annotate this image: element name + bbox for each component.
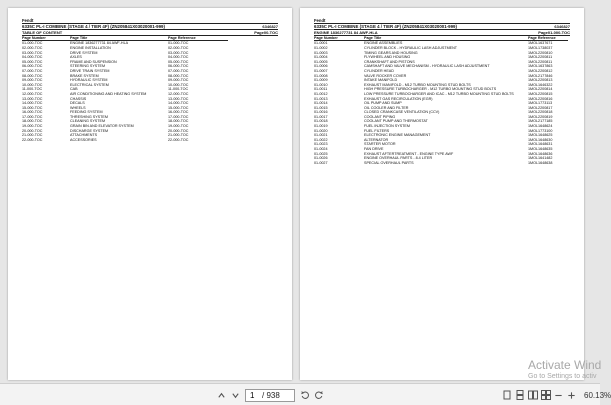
toc-page-reference: 11-000-TOC: [168, 87, 189, 92]
toc-page-number: 16-000-TOC: [22, 110, 43, 115]
toc-page-reference: 1MOL2200817: [528, 105, 553, 110]
toc-page-title: DRIVE SYSTEM: [70, 50, 98, 55]
toc-page-number: 01-0026: [314, 156, 328, 161]
toc-page-reference: 09-000-TOC: [168, 78, 189, 83]
toc-page-reference: 22-000-TOC: [168, 137, 189, 142]
rotate-right-icon: [314, 390, 324, 400]
toc-page-number: 01-0003: [314, 50, 328, 55]
toc-page-reference: 19-000-TOC: [168, 124, 189, 129]
toc-page-title: DISCHARGE SYSTEM: [70, 128, 109, 133]
toc-page-number: 09-000-TOC: [22, 78, 43, 83]
single-page-icon: [503, 390, 511, 400]
toc-page-title: OIL PUMP AND SUMP: [364, 101, 402, 106]
toc-page-title: EXHAUST MANIFOLD - M12 TURBO MOUNTING STUD BOLTS: [364, 82, 471, 87]
toc-page-reference: 10-000-TOC: [168, 82, 189, 87]
toc-page-title: COOLANT PIPING: [364, 114, 396, 119]
doc-title: 6335C PL-I COMBINE (STAGE 4 / TIER 4F) (ZN205841X03020001-999): [314, 24, 457, 29]
toc-page-title: CRANKSHAFT AND PISTONS: [364, 59, 415, 64]
toc-page-reference: 05-000-TOC: [168, 59, 189, 64]
column-header: Page Reference: [168, 36, 228, 41]
toc-page-reference: 1MOL2200819: [528, 114, 553, 119]
toc-page-number: 01-0012: [314, 91, 328, 96]
toc-page-number: 01-0025: [314, 151, 328, 156]
toc-page-title: ALTERNATOR: [364, 137, 389, 142]
toc-page-number: 20-000-TOC: [22, 128, 43, 133]
toc-page-reference: 1MOL2200816: [528, 96, 553, 101]
doc-page-ref: Page01-000-TOC: [538, 30, 570, 35]
toc-page-number: 01-0022: [314, 137, 328, 142]
toc-page-number: 01-0016: [314, 110, 328, 115]
toc-page-number: 15-000-TOC: [22, 105, 43, 110]
toc-page-number: 06-000-TOC: [22, 64, 43, 69]
toc-page-title: ELECTRONIC ENGINE MANAGEMENT: [364, 133, 431, 138]
toc-page-reference: 1MOL2177185: [528, 119, 553, 124]
toc-page-title: ATTACHMENTS: [70, 133, 98, 138]
toc-page-reference: 1MOL1648624: [528, 124, 553, 129]
toc-page-reference: 1MOL1648631: [528, 142, 553, 147]
toc-page-number: 01-0013: [314, 96, 328, 101]
toc-table: [22, 36, 228, 143]
toc-page-reference: 1MOL2177846: [528, 73, 553, 78]
activation-watermark: [528, 358, 601, 380]
toc-page-number: 01-0020: [314, 128, 328, 133]
toc-page-number: 07-000-TOC: [22, 68, 43, 73]
toc-page-number: 01-0002: [314, 45, 328, 50]
minus-icon: [554, 391, 563, 400]
toc-page-reference: 1MOL2200811: [528, 59, 553, 64]
toc-page-title: STARTER MOTOR: [364, 142, 396, 147]
toc-page-title: WHEELS: [70, 105, 86, 110]
toc-page-number: 01-0007: [314, 68, 328, 73]
toc-page-reference: 1MOL1648638: [528, 160, 553, 165]
toc-page-number: 17-000-TOC: [22, 114, 43, 119]
toc-page-number: 12-000-TOC: [22, 91, 43, 96]
toc-page-title: FEEDING SYSTEM: [70, 110, 103, 115]
toc-page-title: FRAME AND SUSPENSION: [70, 59, 117, 64]
toc-page-title: FLYWHEEL AND HOUSING: [364, 55, 411, 60]
page-number-box[interactable]: [245, 389, 295, 402]
page-number-input[interactable]: [250, 391, 262, 400]
toc-page-title: AIR CONDITIONING AND HEATING SYSTEM: [70, 91, 147, 96]
doc-code: 6346827: [554, 24, 570, 29]
continuous-view-button[interactable]: [513, 388, 526, 402]
toc-page-title: DRIVE TRAIN SYSTEM: [70, 68, 110, 73]
toc-page-reference: 1MOL1641482: [528, 156, 553, 161]
toc-page-reference: 1MOL1773113: [528, 101, 553, 106]
column-header: Page Title: [364, 36, 528, 41]
toc-page-title: ACCESSORIES: [70, 137, 97, 142]
toc-page-number: 18-000-TOC: [22, 119, 43, 124]
toc-page-title: CYLINDER BLOCK - HYDRAULIC LASH ADJUSTMENT: [364, 45, 458, 50]
toc-page-reference: 1MOL2200812: [528, 68, 553, 73]
toc-row: [22, 138, 228, 143]
column-header: Page Number: [314, 36, 364, 41]
toc-page-number: 01-0019: [314, 124, 328, 129]
toc-page-reference: 17-000-TOC: [168, 114, 189, 119]
toc-page-number: 04-000-TOC: [22, 55, 43, 60]
toc-page-number: 01-0010: [314, 82, 328, 87]
chevron-up-icon: [217, 391, 226, 400]
toc-page-title: ENGINE ASSEMBLIES: [364, 41, 403, 46]
pdf-page-right: [300, 8, 584, 380]
toc-page-title: LOW PRESSURE TURBOCHARGER AND ICAC - M12 TURBO MOUNTING STUD BOLTS: [364, 91, 514, 96]
toc-page-reference: 1MOL2200813: [528, 78, 553, 83]
toc-page-title: EXHAUST GAS RECIRCULATION (EGR): [364, 96, 433, 101]
toc-page-number: 05-000-TOC: [22, 59, 43, 64]
toc-page-number: 14-000-TOC: [22, 101, 43, 106]
toc-page-reference: 1MOL2200811: [528, 55, 553, 60]
toc-page-reference: 1MOL2200814: [528, 87, 553, 92]
toc-page-reference: 1MOL1738037: [528, 45, 553, 50]
toc-page-reference: 1MOL1773100: [528, 128, 553, 133]
toc-page-number: 01-0009: [314, 78, 328, 83]
toc-page-title: THRESHING SYSTEM: [70, 114, 108, 119]
toc-page-reference: 12-000-TOC: [168, 91, 189, 96]
toc-page-title: ELECTRICAL SYSTEM: [70, 82, 109, 87]
toc-page-reference: 13-000-TOC: [168, 96, 189, 101]
column-header: Page Number: [22, 36, 70, 41]
toc-page-title: INTAKE MANIFOLD: [364, 78, 398, 83]
grid-icon: [541, 390, 551, 400]
single-page-view-button[interactable]: [500, 388, 513, 402]
toc-page-reference: 08-000-TOC: [168, 73, 189, 78]
doc-page-ref: Page00-TOC: [254, 30, 278, 35]
toc-page-title: BRAKE SYSTEM: [70, 73, 99, 78]
toc-page-number: 21-000-TOC: [22, 133, 43, 138]
toc-page-reference: 18-000-TOC: [168, 119, 189, 124]
toc-page-title: CYLINDER HEAD: [364, 68, 394, 73]
toc-page-title: DECALS: [70, 101, 85, 106]
toc-page-title: GRAIN BIN AND ELEVATOR SYSTEM: [70, 124, 134, 129]
toc-page-reference: 07-000-TOC: [168, 68, 189, 73]
watermark-title: Activate Wind: [528, 358, 602, 372]
watermark-subtitle: Go to Settings to activ: [528, 373, 597, 380]
toc-page-reference: 21-000-TOC: [168, 133, 189, 138]
toc-row: [314, 161, 568, 166]
toc-page-reference: 1MOL1648625: [528, 133, 553, 138]
toc-page-number: 08-000-TOC: [22, 73, 43, 78]
view-tools: [500, 388, 611, 402]
toc-page-reference: 06-000-TOC: [168, 64, 189, 69]
toc-page-title: EXHAUST AFTERTREATMENT - ENGINE TYPE AWF: [364, 151, 454, 156]
toc-page-title: ENGINE OVERHAUL PARTS - 8.4 LITER: [364, 156, 433, 161]
rotate-left-icon: [300, 390, 310, 400]
toc-page-number: 22-000-TOC: [22, 137, 43, 142]
toc-page-title: VALVE ROCKER COVER: [364, 73, 407, 78]
toc-page-title: ENGINE INSTALLATION: [70, 45, 111, 50]
toc-page-title: SPECIAL OVERHAUL PARTS: [364, 160, 414, 165]
doc-subtitle: TABLE OF CONTENT: [22, 30, 63, 35]
toc-page-title: COOLANT PUMP AND THERMOSTAT: [364, 119, 428, 124]
toc-page-number: 01-0014: [314, 101, 328, 106]
pdf-page-left: [8, 8, 292, 380]
toc-page-title: TIMING GEARS AND HOUSING: [364, 50, 418, 55]
zoom-level[interactable]: 60.13%: [584, 390, 611, 400]
zoom-out-button[interactable]: [552, 388, 565, 402]
two-page-icon: [528, 390, 538, 400]
toc-page-number: 01-0001: [314, 41, 328, 46]
column-header: Page Reference: [528, 36, 568, 41]
doc-code: 6346827: [262, 24, 278, 29]
two-page-view-button[interactable]: [526, 388, 539, 402]
toc-page-reference: 04-000-TOC: [168, 55, 189, 60]
toc-page-title: STEERING SYSTEM: [70, 64, 106, 69]
toc-page-number: 01-0006: [314, 64, 328, 69]
toc-page-number: 01-0027: [314, 160, 328, 165]
toc-page-reference: 1MOL2200818: [528, 110, 553, 115]
toc-page-title: FUEL INJECTION SYSTEM: [364, 124, 410, 129]
toc-page-title: CAMSHAFT AND VALVE MECHANISM - HYDRAULIC LASH ADJUSTMENT: [364, 64, 490, 69]
toc-page-title: OIL COOLER AND FILTER: [364, 105, 409, 110]
total-pages: / 938: [262, 390, 280, 400]
toc-page-number: 02-000-TOC: [22, 45, 43, 50]
toc-page-number: 01-0021: [314, 133, 328, 138]
toc-page-number: 13-000-TOC: [22, 96, 43, 101]
toc-page-reference: 02-000-TOC: [168, 45, 189, 50]
doc-brand: Fendt: [22, 18, 34, 23]
toc-page-number: 01-0015: [314, 105, 328, 110]
viewer-toolbar: [0, 383, 611, 405]
toc-page-number: 01-0024: [314, 147, 328, 152]
doc-title: 6335C PL-I COMBINE (STAGE 4 / TIER 4F) (ZN205841X03020001-999): [22, 24, 165, 29]
chevron-down-icon: [231, 391, 240, 400]
toc-page-number: 10-000-TOC: [22, 82, 43, 87]
toc-page-reference: 1MOL1637671: [528, 41, 553, 46]
toc-page-reference: 03-000-TOC: [168, 50, 189, 55]
toc-page-number: 01-0017: [314, 114, 328, 119]
toc-page-title: CAB: [70, 87, 78, 92]
toc-page-number: 01-0023: [314, 142, 328, 147]
toc-page-title: HYDRAULIC SYSTEM: [70, 78, 108, 83]
toc-page-number: 01-0008: [314, 73, 328, 78]
toc-page-title: FAN DRIVE: [364, 147, 384, 152]
toc-page-reference: 15-000-TOC: [168, 105, 189, 110]
toc-page-title: CHASSIS: [70, 96, 87, 101]
toc-page-number: 01-0011: [314, 87, 328, 92]
column-header: Page Title: [70, 36, 168, 41]
continuous-pages-icon: [516, 390, 524, 400]
toc-page-number: 01-0005: [314, 59, 328, 64]
toc-page-title: HIGH PRESSURE TURBOCHARGER - M12 TURBO MOUNTING STUD BOLTS: [364, 87, 497, 92]
toc-page-title: ENGINE 1836277731 84 AWF-HLA: [70, 41, 129, 46]
toc-page-reference: 1MOL1648630: [528, 137, 553, 142]
rotate-left-button[interactable]: [298, 388, 312, 402]
toc-page-number: 11-000-TOC: [22, 87, 43, 92]
toc-page-number: 01-0018: [314, 119, 328, 124]
toc-page-reference: 14-000-TOC: [168, 101, 189, 106]
next-page-button[interactable]: [228, 388, 242, 402]
toc-page-reference: 16-000-TOC: [168, 110, 189, 115]
doc-subtitle: ENGINE 1836277731 84 AWF-HLA: [314, 30, 378, 35]
toc-page-number: 03-000-TOC: [22, 50, 43, 55]
plus-icon: [567, 391, 576, 400]
toc-page-reference: 1MOL1637863: [528, 64, 553, 69]
toc-page-reference: 1MOL2200815: [528, 91, 553, 96]
toc-page-reference: 20-000-TOC: [168, 128, 189, 133]
doc-brand: Fendt: [314, 18, 326, 23]
toc-page-title: AXLES: [70, 55, 82, 60]
toc-page-reference: 1MOL1648636: [528, 151, 553, 156]
toc-page-number: 01-0004: [314, 55, 328, 60]
toc-page-title: FUEL FILTERS: [364, 128, 390, 133]
toc-page-title: CLOSED CRANKCASE VENTILATION (CCV): [364, 110, 440, 115]
toc-page-reference: 1MOL1648635: [528, 147, 553, 152]
zoom-in-button[interactable]: [565, 388, 578, 402]
toc-page-reference: 1MOL2200810: [528, 50, 553, 55]
toc-page-number: 19-000-TOC: [22, 124, 43, 129]
toc-page-number: 01-000-TOC: [22, 41, 43, 46]
grid-view-button[interactable]: [539, 388, 552, 402]
toc-page-title: CLEANING SYSTEM: [70, 119, 106, 124]
toc-page-reference: 1MOL1646322: [528, 82, 553, 87]
previous-page-button[interactable]: [214, 388, 228, 402]
page-navigation: [214, 388, 326, 402]
rotate-right-button[interactable]: [312, 388, 326, 402]
toc-page-reference: 01-000-TOC: [168, 41, 189, 46]
toc-table: [314, 36, 568, 166]
